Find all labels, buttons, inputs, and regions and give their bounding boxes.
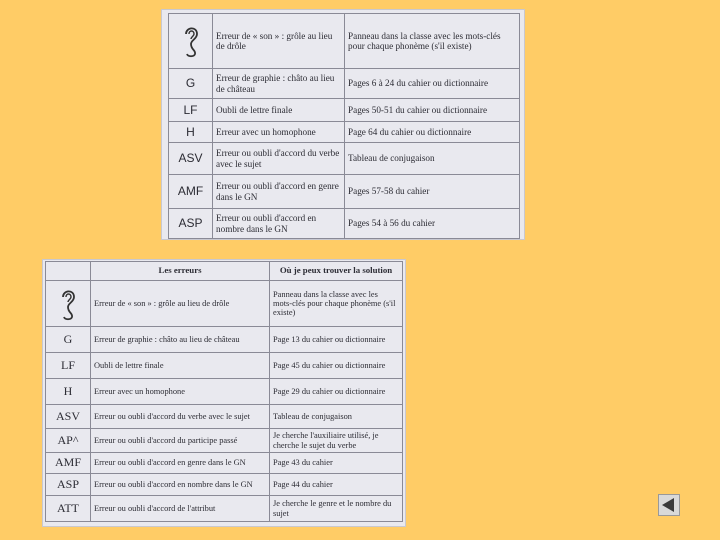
solution-cell: Panneau dans la classe avec les mots-clés pour chaque phonème (s'il existe) <box>270 281 403 327</box>
header-code <box>46 262 91 281</box>
solution-cell: Pages 57-58 du cahier <box>345 175 520 209</box>
table-header-row <box>46 262 403 281</box>
error-cell: Erreur de « son » : grôle au lieu de drôle <box>91 281 270 327</box>
solution-cell: Je cherche l'auxiliaire utilisé, je cherche le sujet du verbe <box>270 429 403 453</box>
error-cell: Erreur ou oubli d'accord du verbe avec le sujet <box>213 143 345 175</box>
code-cell: ATT <box>46 496 91 522</box>
solution-cell: Page 29 du cahier ou dictionnaire <box>270 379 403 405</box>
code-cell <box>169 14 213 69</box>
error-cell: Erreur de graphie : châto au lieu de château <box>213 69 345 99</box>
solution-cell: Page 45 du cahier ou dictionnaire <box>270 353 403 379</box>
solution-cell: Page 44 du cahier <box>270 474 403 496</box>
back-button[interactable] <box>658 494 680 516</box>
error-cell: Erreur ou oubli d'accord en genre dans le GN <box>213 175 345 209</box>
error-cell: Erreur ou oubli d'accord en genre dans le GN <box>91 453 270 474</box>
table-row <box>169 143 520 175</box>
error-cell: Erreur de « son » : grôle au lieu de drôle <box>213 14 345 69</box>
solution-cell: Page 43 du cahier <box>270 453 403 474</box>
ear-icon <box>181 24 201 58</box>
error-cell: Erreur ou oubli d'accord de l'attribut <box>91 496 270 522</box>
code-cell: AP^ <box>46 429 91 453</box>
error-cell: Erreur avec un homophone <box>213 122 345 143</box>
code-cell: ASP <box>169 209 213 239</box>
code-cell: H <box>46 379 91 405</box>
table-row <box>169 69 520 99</box>
solution-cell: Pages 6 à 24 du cahier ou dictionnaire <box>345 69 520 99</box>
error-codes-table-bottom <box>45 261 403 522</box>
error-cell: Oubli de lettre finale <box>213 99 345 122</box>
error-cell: Erreur avec un homophone <box>91 379 270 405</box>
solution-cell: Pages 54 à 56 du cahier <box>345 209 520 239</box>
table-row <box>46 474 403 496</box>
table-row <box>46 353 403 379</box>
table-row <box>169 175 520 209</box>
table-row <box>169 122 520 143</box>
error-cell: Erreur ou oubli d'accord du participe passé <box>91 429 270 453</box>
solution-cell: Tableau de conjugaison <box>345 143 520 175</box>
table-row <box>169 99 520 122</box>
back-triangle-icon <box>662 498 674 512</box>
table-row <box>46 429 403 453</box>
solution-cell: Page 13 du cahier ou dictionnaire <box>270 327 403 353</box>
code-cell: AMF <box>169 175 213 209</box>
code-cell: AMF <box>46 453 91 474</box>
code-cell: LF <box>169 99 213 122</box>
code-cell <box>46 281 91 327</box>
code-cell: LF <box>46 353 91 379</box>
table-row <box>46 281 403 327</box>
header-solution: Où je peux trouver la solution <box>270 262 403 281</box>
solution-cell: Panneau dans la classe avec les mots-clés pour chaque phonème (s'il existe) <box>345 14 520 69</box>
table-row <box>169 209 520 239</box>
solution-cell: Pages 50-51 du cahier ou dictionnaire <box>345 99 520 122</box>
solution-cell: Je cherche le genre et le nombre du sujet <box>270 496 403 522</box>
table-row <box>46 453 403 474</box>
error-cell: Erreur ou oubli d'accord du verbe avec le sujet <box>91 405 270 429</box>
solution-cell: Page 64 du cahier ou dictionnaire <box>345 122 520 143</box>
code-cell: ASV <box>169 143 213 175</box>
error-cell: Oubli de lettre finale <box>91 353 270 379</box>
code-cell: ASP <box>46 474 91 496</box>
scanned-table-top <box>161 9 525 240</box>
table-row <box>46 405 403 429</box>
header-errors: Les erreurs <box>91 262 270 281</box>
code-cell: G <box>46 327 91 353</box>
error-cell: Erreur ou oubli d'accord en nombre dans le GN <box>91 474 270 496</box>
table-row <box>46 327 403 353</box>
table-row <box>169 14 520 69</box>
table-row <box>46 496 403 522</box>
error-cell: Erreur de graphie : châto au lieu de château <box>91 327 270 353</box>
error-cell: Erreur ou oubli d'accord en nombre dans le GN <box>213 209 345 239</box>
table-row <box>46 379 403 405</box>
error-codes-table-top <box>168 13 520 239</box>
code-cell: H <box>169 122 213 143</box>
solution-cell: Tableau de conjugaison <box>270 405 403 429</box>
code-cell: G <box>169 69 213 99</box>
scanned-table-bottom <box>42 259 406 527</box>
code-cell: ASV <box>46 405 91 429</box>
ear-icon <box>58 287 78 321</box>
